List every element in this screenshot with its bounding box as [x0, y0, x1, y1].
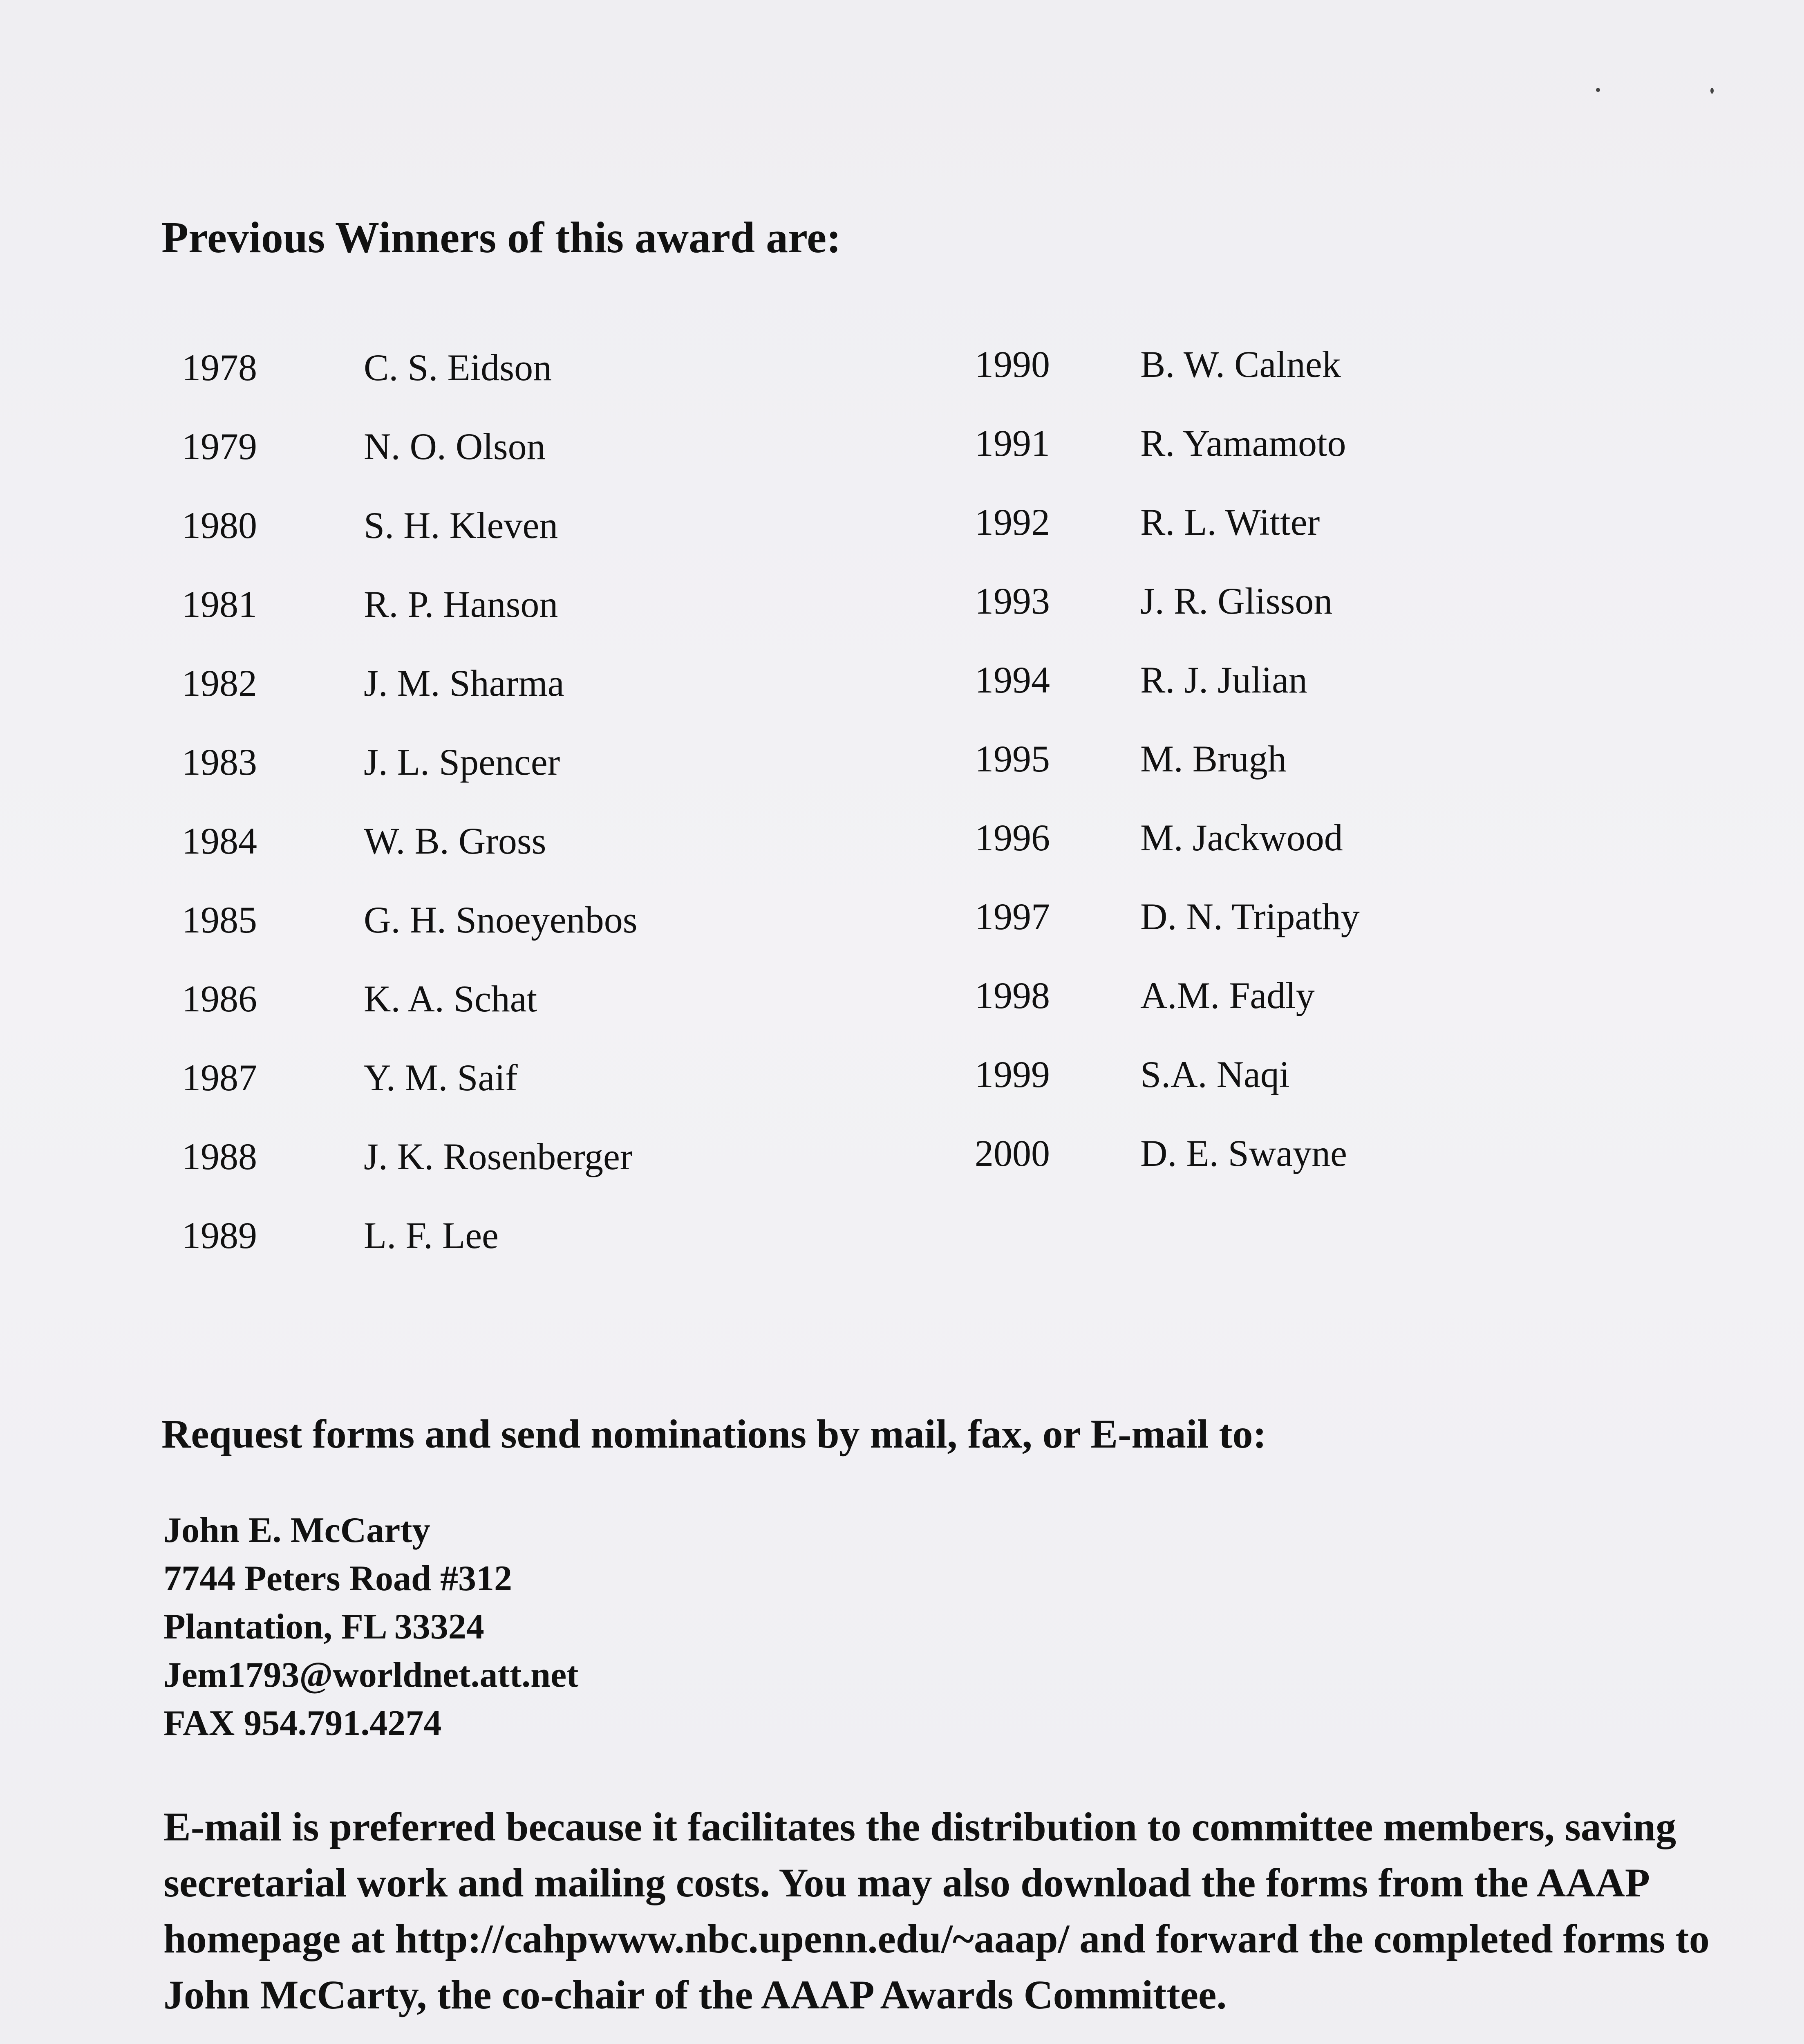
winner-name: J. L. Spencer: [364, 741, 560, 783]
winner-name: D. N. Tripathy: [1140, 896, 1360, 937]
winner-year: 1980: [182, 504, 257, 546]
winner-name: M. Jackwood: [1140, 817, 1343, 858]
winner-name: R. P. Hanson: [364, 583, 558, 625]
winner-name: B. W. Calnek: [1140, 343, 1341, 385]
winner-year: 2000: [975, 1132, 1050, 1174]
winner-year: 1997: [975, 896, 1050, 937]
contact-city: Plantation, FL 33324: [163, 1607, 484, 1647]
winner-year: 1978: [182, 347, 257, 388]
winner-year: 1992: [975, 501, 1050, 543]
winner-name: S. H. Kleven: [364, 504, 558, 546]
winner-name: R. Yamamoto: [1140, 422, 1346, 464]
email-preference-note: E-mail is preferred because it facilitates the distribution to committee members, saving secretarial work and mailing costs. You may also download the forms from the AAAP homepage at http://cahpwww.nbc.upenn.edu/~aaap/ and forward the completed forms to John McCarty, the co-chair of the AAAP Awards Committee.: [163, 1804, 1710, 2017]
winner-name: D. E. Swayne: [1140, 1132, 1347, 1174]
winner-year: 1995: [975, 738, 1050, 780]
winner-year: 1982: [182, 662, 257, 704]
winner-year: 1979: [182, 426, 257, 467]
contact-street: 7744 Peters Road #312: [163, 1559, 512, 1598]
winner-year: 1983: [182, 741, 257, 783]
winner-name: S.A. Naqi: [1140, 1053, 1290, 1095]
paper-speck: [1596, 88, 1600, 92]
winner-year: 1984: [182, 820, 257, 862]
winner-name: W. B. Gross: [364, 820, 546, 862]
winner-year: 1996: [975, 817, 1050, 858]
request-heading: Request forms and send nominations by mail, fax, or E-mail to:: [161, 1411, 1267, 1457]
winner-name: N. O. Olson: [364, 426, 546, 467]
winner-name: J. K. Rosenberger: [364, 1136, 633, 1177]
winner-name: M. Brugh: [1140, 738, 1287, 780]
winner-year: 1989: [182, 1215, 257, 1256]
contact-email[interactable]: Jem1793@worldnet.att.net: [163, 1655, 579, 1695]
paper-speck: [1710, 88, 1714, 94]
winner-name: A.M. Fadly: [1140, 975, 1315, 1016]
contact-name: John E. McCarty: [163, 1511, 430, 1550]
winner-year: 1994: [975, 659, 1050, 701]
contact-fax: FAX 954.791.4274: [163, 1703, 442, 1743]
winner-year: 1987: [182, 1057, 257, 1098]
winner-year: 1993: [975, 580, 1050, 622]
winner-year: 1981: [182, 583, 257, 625]
winner-name: L. F. Lee: [364, 1215, 499, 1256]
winner-year: 1991: [975, 422, 1050, 464]
winner-name: C. S. Eidson: [364, 347, 552, 388]
winner-name: R. L. Witter: [1140, 501, 1320, 543]
winner-year: 1985: [182, 899, 257, 941]
winner-name: J. R. Glisson: [1140, 580, 1333, 622]
winner-year: 1999: [975, 1053, 1050, 1095]
winner-name: R. J. Julian: [1140, 659, 1307, 701]
winner-year: 1998: [975, 975, 1050, 1016]
winner-name: K. A. Schat: [364, 978, 537, 1020]
winner-year: 1988: [182, 1136, 257, 1177]
winner-name: J. M. Sharma: [364, 662, 564, 704]
winners-heading: Previous Winners of this award are:: [161, 213, 842, 262]
winner-name: G. H. Snoeyenbos: [364, 899, 638, 941]
winner-name: Y. M. Saif: [364, 1057, 518, 1098]
winner-year: 1990: [975, 343, 1050, 385]
winner-year: 1986: [182, 978, 257, 1020]
